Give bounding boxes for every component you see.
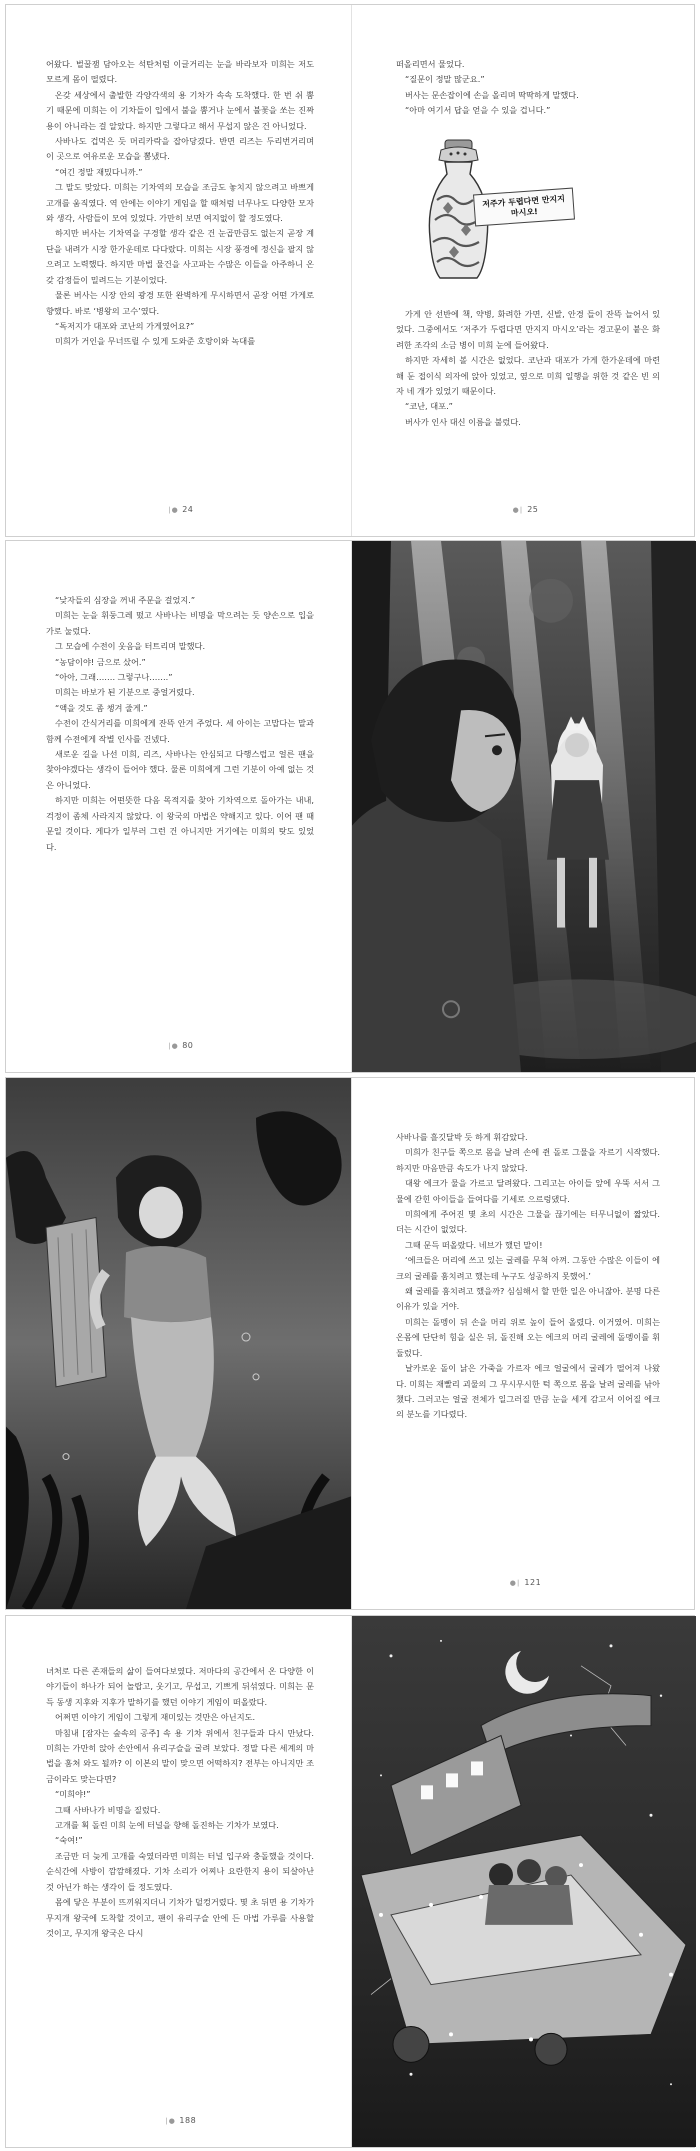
paragraph: 물론 버사는 시장 안의 광경 또한 완벽하게 무시하면서 곧장 어떤 가게로 향했다. 바로 ‘병왕의 고수’였다. [46, 290, 314, 316]
paragraph: 그때 문득 떠올랐다. 네브가 했던 말이! [405, 1239, 543, 1250]
paragraph: 새로운 길을 나선 미희, 리즈, 사바나는 안심되고 다행스럽고 얼른 팬을 찾아야겠다는 생각이 들어야 했다. 물론 미희에게 그런 기분이 아예 없는 것은 아니었다. [46, 749, 314, 790]
page-text [46, 593, 314, 855]
paragraph: 녀처로 다른 존재들의 삶이 들여다보였다. 저마다의 공간에서 온 다양한 이야기들이 하나가 되어 놀랍고, 웃기고, 무섭고, 기쁘게 뒤섞였다. 미희는 문득 동생 지후와 지후가 말하기를 했던 이야기 게임이 떠올랐다. [46, 1666, 314, 1707]
paragraph: 미희가 거인을 무너뜨릴 수 있게 도와준 호랑이와 녹대를 [55, 336, 256, 347]
paragraph: “농담이야! 금으로 샀어.” [55, 656, 146, 667]
paragraph: 어왔다. 벌꿀잼 담아오는 석탄처럼 이글거리는 눈을 바라보자 미희는 저도 모르게 몸이 떨렸다. [46, 59, 314, 85]
paragraph: 수전이 간식거리를 미희에게 잔뜩 안겨 주었다. 세 아이는 고맙다는 말과 함께 수전에게 작별 인사를 건넸다. [46, 718, 314, 744]
mermaid-illustration-page [6, 1078, 351, 1609]
page-121 [351, 1078, 696, 1609]
paragraph: 미희는 눈을 휘둥그레 떴고 사바나는 비명을 막으려는 듯 양손으로 입을 가로 눌렀다. [46, 610, 314, 636]
paragraph: 왜 굴레를 훔치려고 했을까? 심심해서 할 만한 일은 아니잖아. 분명 다른 이유가 있을 거야. [396, 1286, 660, 1312]
dragon-train-illustration [351, 1616, 696, 2147]
paragraph: 미희에게 주어진 몇 초의 시간은 그물을 끊기에는 터무니없이 짧았다. 더는 시간이 없었다. [396, 1209, 660, 1235]
night-forest-illustration [351, 541, 696, 1072]
paragraph: “코난, 대포.” [405, 401, 453, 412]
paragraph: 고개를 획 돌린 미희 눈에 터널을 향해 돌진하는 기차가 보였다. [55, 1820, 279, 1831]
paragraph: 몸에 닿은 부분이 뜨끼워지더니 기차가 덜컹거렸다. 몇 초 뒤면 용 기차가 무지개 왕국에 도착할 것이고, 팬이 유리구슬 안에 든 마법 가루를 사용할 것이고, 무지개 왕국은 다시 [46, 1897, 314, 1938]
page-text [46, 57, 314, 350]
paragraph: 사바나를 흘깃달박 듯 하게 휘감았다. [396, 1132, 528, 1142]
page-number: ∣● 80 [167, 1041, 194, 1050]
paragraph: 조금만 더 늦게 고개를 숙였더라면 미희는 터널 입구와 충돌했을 것이다. 순식간에 사방이 깜깜해졌다. 기차 소리가 어찌나 요란한지 용이 되살아난 것 아닌가 하는 생각이 들 정도였다. [46, 1850, 314, 1892]
paragraph: 그 모습에 수전이 웃음을 터트리며 말했다. [55, 641, 206, 652]
page-text-top [396, 57, 660, 119]
page-text [46, 1664, 314, 1941]
paragraph: 날카로운 돌이 낡은 가죽을 가르자 에크 얼굴에서 굴레가 떨어져 나왔다. 미희는 재빨리 괴물의 그 무시무시한 턱 쪽으로 몸을 날려 굴레를 낚아챘다. 그러고는 얼굴 전체가 일그러질 만큼 눈을 세게 감고서 이어질 에크의 분노를 기다렸다. [396, 1363, 660, 1420]
paragraph: “미희야!” [55, 1789, 91, 1800]
warning-sign: 저주가 두렵다면 만지지 마시오! [473, 188, 575, 227]
paragraph: “아마 여기서 답을 얻을 수 있을 겁니다.” [405, 105, 551, 116]
forest-illustration-page [351, 541, 696, 1072]
paragraph: 대왕 에크가 물을 가르고 달려왔다. 그리고는 아이들 앞에 우뚝 서서 그물에 갇힌 아이들을 들여다를 기세로 으르렁댔다. [396, 1178, 660, 1204]
page-188 [6, 1616, 351, 2147]
book-spread-2 [5, 540, 695, 1073]
page-25 [351, 5, 696, 536]
paragraph: 미희는 바보가 된 기분으로 중얼거렸다. [55, 687, 195, 698]
paragraph: 그 말도 맞았다. 미희는 기차역의 모습을 조금도 놓치지 않으려고 바쁘게 고개를 움직였다. 역 안에는 이야기 게임을 할 때처럼 너무나도 다양한 모자와 생각, 사람들이 모여 있었다. 가만히 보면 여지없이 할 정도였다. [46, 182, 314, 224]
dragon-train-illustration-page [351, 1616, 696, 2147]
paragraph: 버사가 인사 대신 이름을 불렀다. [405, 416, 521, 427]
paragraph: “숙여!” [55, 1835, 83, 1846]
paragraph: 그때 사바나가 비명을 질렀다. [55, 1804, 161, 1815]
page-number: ∣● 188 [164, 2116, 197, 2125]
paragraph: “여긴 정말 재밌다니까.” [55, 166, 143, 177]
paragraph: 어쩌면 이야기 게임이 그렇게 재미있는 것만은 아닌지도. [55, 1712, 256, 1723]
page-number: ●∣ 121 [509, 1578, 542, 1587]
page-number: ●∣ 25 [512, 505, 539, 514]
paragraph: 온갖 세상에서 출발한 각양각색의 용 기차가 속속 도착했다. 한 번 쉬 뿜기 때문에 미희는 이 기차들이 입에서 불을 뿜거나 눈에서 불꽃을 쏘는 진짜 용이 아니라는 걸 알았다. 하지만 그렇다고 해서 무섭지 않은 건 아니었다. [46, 89, 314, 131]
paragraph: ‘에크들은 머리에 쓰고 있는 굴레를 무척 아껴. 그동안 수많은 이들이 에크의 굴레를 훔치려고 했는데 누구도 성공하지 못했어.’ [396, 1255, 660, 1281]
paragraph: 떠올리면서 물었다. [396, 59, 465, 69]
paragraph: 마침내 [잠자는 숲속의 공주] 속 용 기차 위에서 친구들과 다시 만났다. 미희는 가만히 앉아 손안에서 유리구슬을 굴려 보았다. 정말 다른 세계의 마법을 훔쳐 와도 될까? 이 이본의 말이 맞으면 어떡하지? 전부는 아니지만 조금이라도 맞는다면? [46, 1727, 314, 1784]
book-spread-1 [5, 4, 695, 537]
page-text [396, 307, 660, 430]
book-spread-4 [5, 1615, 695, 2148]
paragraph: “아아, 그래……. 그렇구나…….” [55, 672, 173, 683]
paragraph: 하지만 미희는 어떤뜻한 다음 목적지를 찾아 기차역으로 돌아가는 내내, 걱정이 좀체 사라지지 않았다. 이 왕국의 마법은 약해지고 있다. 이어 팬 때문일 것이다. 게다가 일부러 그런 건 아니지만 거기에는 미희의 탓도 있었다. [46, 795, 314, 852]
paragraph: 버사는 문손잡이에 손을 올리며 딱딱하게 말했다. [405, 89, 579, 100]
paragraph: “낮자들의 심장을 꺼내 주문을 걸었지.” [55, 595, 196, 605]
page-text [396, 1130, 660, 1423]
paragraph: 하지만 버사는 기차역을 구경할 생각 같은 건 눈곱만큼도 없는지 곧장 계단을 내려가 시장 한가운데로 다다랐다. 미희는 시장 풍경에 정신을 팔지 않으려고 노력했다. 하지만 마법 물건을 사고파는 수많은 이들을 아주하니 온갖 감정들이 밀려드는 기분이었다. [46, 228, 314, 285]
paragraph: 가게 안 선반에 책, 약병, 화려한 가면, 신발, 안경 들이 잔뜩 늘어서 있었다. 그중에서도 ‘저주가 두렵다면 만지지 마시오’라는 경고문이 붙은 화려한 조각의 소금 병이 미희 눈에 들어왔다. [396, 309, 660, 350]
page-80 [6, 541, 351, 1072]
paragraph: 하지만 자세히 볼 시간은 없었다. 코난과 대포가 가게 한가운데에 마련해 둔 접이식 의자에 앉아 있었고, 옆으로 미희 일행을 위한 것 같은 빈 의자 네 개가 있었기 때문이다. [396, 355, 660, 397]
book-spread-3 [5, 1077, 695, 1610]
paragraph: 미희가 친구들 쪽으로 몸을 날려 손에 쥔 돌로 그물을 자르기 시작했다. 하지만 마음만큼 속도가 나지 않았다. [396, 1147, 660, 1173]
paragraph: “독저지가 대포와 코난의 가게였어요?” [55, 320, 195, 331]
underwater-illustration [6, 1078, 351, 1609]
paragraph: 사바나도 겁먹은 듯 머리카락을 잡아당겼다. 반면 리즈는 두리번거리며 이 곳으로 여유로운 모습을 뽐냈다. [46, 136, 314, 162]
paragraph: 미희는 돌멩이 뒤 손을 머리 위로 높이 들어 올렸다. 이거였어. 미희는 온몸에 단단히 힘을 실은 뒤, 돌진해 오는 에크의 머리 굴레에 돌멩이를 휘둘렀다. [396, 1316, 660, 1358]
page-number: ∣● 24 [167, 505, 194, 514]
paragraph: “액을 것도 좀 챙겨 줄게.” [55, 702, 148, 713]
page-24 [6, 5, 351, 536]
paragraph: “질문이 정말 많군요.” [405, 74, 485, 85]
